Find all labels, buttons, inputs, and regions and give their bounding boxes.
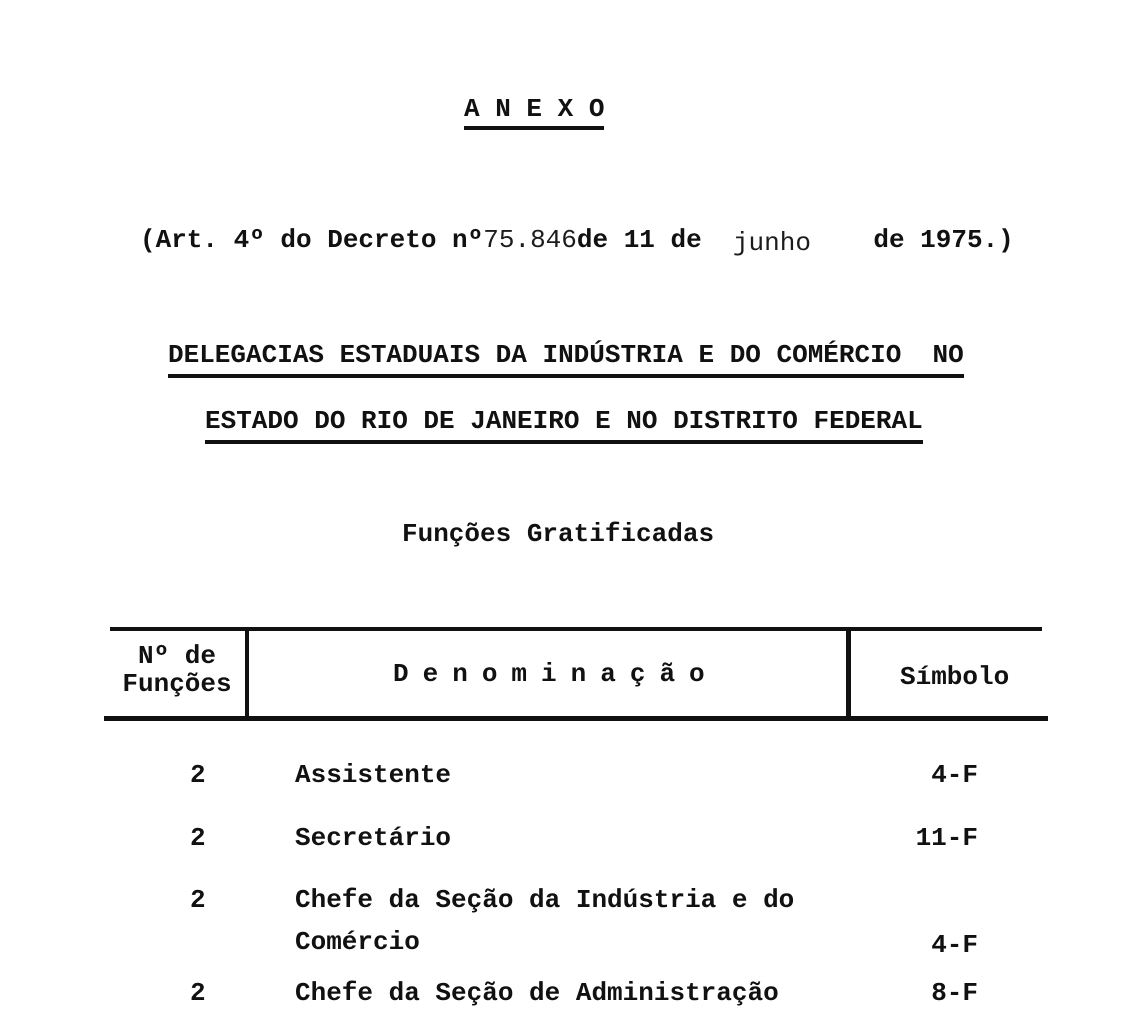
- table-col-divider-1: [245, 627, 249, 721]
- decree-reference-line: [140, 225, 1014, 258]
- row-num: 2: [190, 885, 206, 915]
- row-symbol: 4-F: [931, 760, 978, 790]
- decree-ref-part-1: (Art. 4º do Decreto nº: [140, 225, 484, 255]
- row-num: 2: [190, 823, 206, 853]
- row-num: 2: [190, 978, 206, 1008]
- row-symbol: 8-F: [931, 978, 978, 1008]
- heading-line-1: DELEGACIAS ESTADUAIS DA INDÚSTRIA E DO COMÉRCIO NO: [168, 342, 964, 378]
- decree-number-filled-in: 75.846: [483, 225, 577, 255]
- col-header-num-funcoes-line1: Nº de: [137, 641, 216, 671]
- decree-ref-part-5: de 1975.): [810, 225, 1014, 255]
- decree-ref-part-3: de 11 de: [576, 225, 733, 255]
- decree-month-filled-in: junho: [732, 228, 811, 258]
- table-col-divider-2: [846, 627, 851, 721]
- row-denomination-line2: Comércio: [295, 927, 420, 957]
- row-num: 2: [190, 760, 206, 790]
- row-denomination: Chefe da Seção de Administração: [295, 978, 779, 1008]
- col-header-num-funcoes-line2: Funções: [122, 669, 232, 699]
- row-symbol: 11-F: [915, 823, 978, 853]
- table-subtitle: Funções Gratificadas: [402, 519, 715, 549]
- row-denomination: Assistente: [295, 760, 452, 790]
- row-symbol: 4-F: [931, 930, 978, 960]
- table-top-rule: [110, 627, 1042, 631]
- row-denomination: Secretário: [295, 823, 452, 853]
- col-header-denominacao: D e n o m i n a ç ã o: [393, 659, 704, 689]
- row-denomination: Chefe da Seção da Indústria e do: [295, 885, 795, 915]
- annex-title: A N E X O: [464, 96, 604, 130]
- heading-line-2: ESTADO DO RIO DE JANEIRO E NO DISTRITO FEDERAL: [205, 408, 923, 444]
- col-header-simbolo: Símbolo: [900, 662, 1010, 692]
